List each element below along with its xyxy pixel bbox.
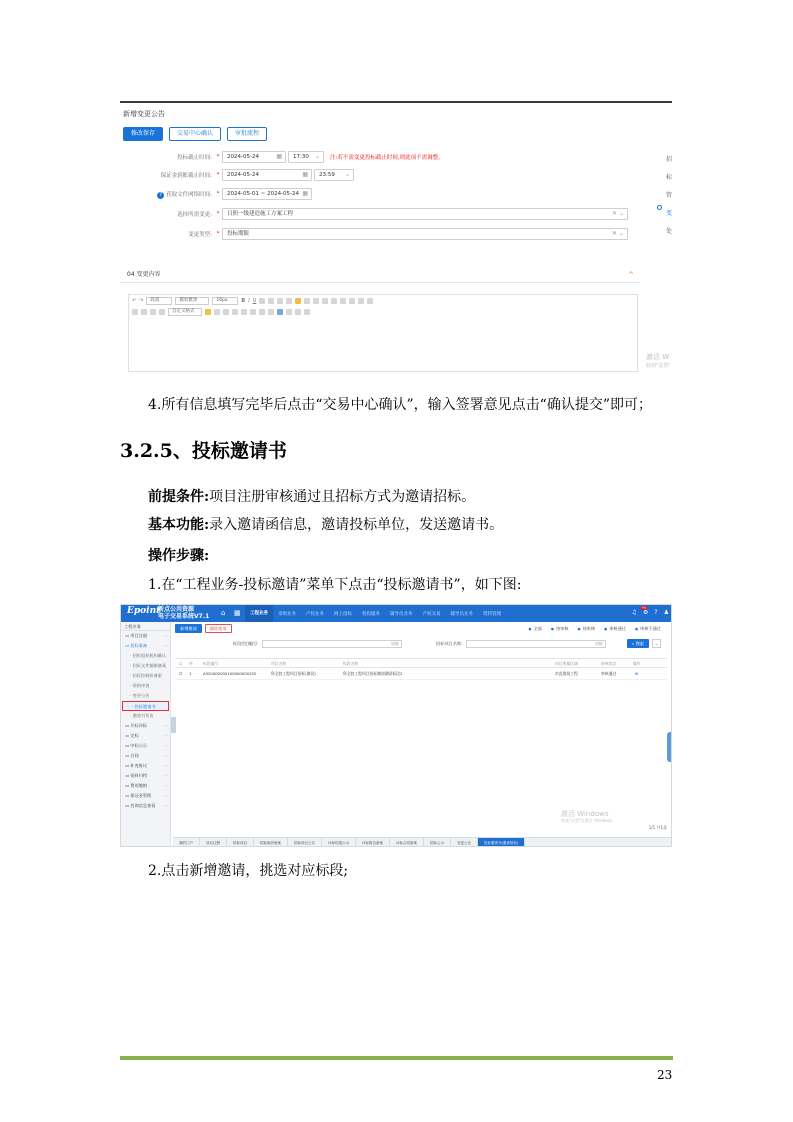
sidebar-item-label: 资料归档 — [130, 773, 148, 778]
nav-item[interactable]: 采购业务 — [278, 611, 296, 617]
add-invitation-button[interactable]: 新增邀请 — [175, 624, 202, 633]
align-center-icon[interactable] — [304, 298, 310, 304]
chevron-right-icon: › — [165, 743, 167, 748]
chevron-down-icon: ⌄ — [314, 153, 320, 160]
sidebar-item[interactable] — [121, 801, 170, 811]
sidebar-item[interactable] — [121, 761, 170, 771]
format-icon[interactable] — [277, 298, 283, 304]
nav-item[interactable]: 工程业务 — [245, 605, 273, 622]
chevron-right-icon: › — [165, 783, 167, 788]
bold-icon[interactable]: B — [241, 297, 246, 304]
folder-icon: ▭ — [125, 803, 131, 808]
modify-save-button[interactable]: 修改保存 — [123, 127, 163, 141]
question-icon[interactable]: ? — [157, 192, 164, 199]
date-icon[interactable] — [259, 309, 265, 315]
col-header[interactable]: 项目名称 — [271, 661, 287, 666]
center-confirm-button[interactable]: 交易中心确认 — [169, 127, 221, 141]
outdent-icon[interactable] — [214, 309, 220, 315]
folder-icon: ▭ — [125, 763, 131, 768]
sidebar-item-label: 定标 — [130, 733, 139, 738]
row-checkbox[interactable]: ☐ — [179, 671, 183, 676]
home-icon[interactable]: ⌂ — [221, 609, 226, 617]
sidebar-item-label: 中标公示 — [130, 743, 148, 748]
section-heading: 3.2.5、投标邀请书 — [120, 440, 287, 462]
field-label: 变更类型: — [188, 232, 212, 238]
bottom-tab[interactable]: 招标公示 — [424, 838, 451, 847]
status-filter-radios — [528, 626, 661, 632]
project-name-input[interactable]: 请输 — [466, 640, 606, 648]
row-action-icon[interactable]: ⊞ — [635, 671, 639, 676]
pagination[interactable]: 1/1 共1条 — [648, 825, 667, 830]
anchor-item[interactable]: 管 — [666, 192, 672, 199]
nav-item[interactable]: 辅导员业务 — [390, 611, 413, 617]
prereq-text: 项目注册审核通过且招标方式为邀请招标。 — [209, 489, 476, 505]
folder-icon: ▭ — [125, 793, 131, 798]
calendar-icon: ▦ — [276, 153, 282, 160]
sidebar-item[interactable] — [121, 731, 170, 741]
sidebar-item-label: 资格审查 — [132, 683, 150, 688]
line-height-select[interactable]: 自定义格式 — [168, 308, 202, 316]
bell-icon[interactable]: ♫ — [631, 609, 638, 616]
anchor-item[interactable]: 招 — [666, 156, 672, 163]
sidebar-item-label: 补充协议 — [130, 763, 148, 768]
unlink-icon[interactable] — [340, 298, 346, 304]
bullet-icon: · — [130, 673, 133, 678]
table-row[interactable] — [175, 669, 667, 680]
sidebar-item[interactable] — [121, 671, 170, 681]
approval-flow-button[interactable]: 审批流程 — [227, 127, 267, 141]
notification-badge: 99 — [641, 606, 646, 610]
change-select[interactable]: 日照一级建造施工方案工程 ✕ ⌄ — [222, 208, 628, 220]
activation-watermark: 激活 W 转到"设置" — [646, 353, 671, 369]
nav-item[interactable]: 网上招标 — [334, 611, 352, 617]
font-color-icon[interactable] — [150, 309, 156, 315]
row-area: 市直建筑工程 — [555, 671, 578, 676]
select-all-checkbox[interactable]: ☐ — [179, 661, 183, 666]
bottom-tab[interactable]: 项目注册 — [200, 838, 227, 847]
side-anchor-nav — [666, 151, 672, 241]
folder-icon: ▭ — [125, 633, 131, 638]
deposit-time-input[interactable]: 23:59 ⌄ — [314, 169, 354, 181]
filter-radio[interactable]: ● 全部 — [528, 626, 541, 632]
chevron-right-icon: › — [165, 763, 167, 768]
folder-icon: ▭ — [125, 753, 131, 758]
form-button-row — [123, 127, 267, 141]
form-title: 新增变更公告 — [123, 110, 165, 118]
bullet-icon: · — [130, 683, 133, 688]
row-code: A320000000100000000252 — [203, 671, 257, 676]
folder-icon: ▭ — [125, 773, 131, 778]
sidebar-item-label: 邀请书发布 — [132, 713, 154, 718]
anchor-item[interactable]: 标 — [666, 174, 672, 181]
page-number: 23 — [657, 1068, 673, 1082]
sidebar-item[interactable] — [121, 781, 170, 791]
grid-menu-icon[interactable]: ▦ — [234, 609, 241, 617]
sidebar-item-label: 招标控制价备案 — [132, 673, 162, 678]
main-nav — [245, 605, 506, 622]
col-header[interactable]: 审核状态 — [601, 661, 617, 666]
bullet-icon: · — [130, 713, 133, 718]
search-bid-code — [233, 640, 402, 648]
required-mark: * — [216, 172, 220, 178]
nav-item[interactable]: 机构服务 — [362, 611, 380, 617]
field-label: ? 获取文件网络时间: — [120, 190, 214, 199]
sidebar-item-label: 开标评标 — [130, 723, 148, 728]
required-mark: * — [216, 154, 220, 160]
clear-chevron-icon: ✕ ⌄ — [612, 210, 624, 217]
paragraph-step4: 4.所有信息填写完毕后点击“交易中心确认”，输入签署意见点击“确认提交”即可； — [148, 397, 652, 413]
sidebar-item-label: 费用缴纳 — [130, 783, 148, 788]
size-select[interactable]: 16px — [212, 297, 238, 305]
bid-deadline-time-input[interactable]: 17:30 ⌄ — [288, 151, 324, 163]
expand-search-icon[interactable]: ⌄ — [652, 639, 661, 648]
italic-icon[interactable]: I — [248, 297, 250, 304]
filter-radio[interactable]: ● 审核不通过 — [635, 626, 661, 632]
chevron-right-icon: › — [165, 733, 167, 738]
sidebar-item[interactable] — [121, 661, 170, 671]
screenshot-change-notice-form — [120, 101, 672, 373]
function-label: 基本功能: — [148, 517, 210, 533]
block-icon[interactable] — [223, 309, 229, 315]
anchor-item[interactable]: 处 — [666, 228, 672, 235]
chevron-right-icon: › — [165, 633, 167, 638]
chevron-right-icon: › — [165, 723, 167, 728]
field-label: 保证金到账截止时间: — [160, 173, 212, 179]
sidebar-item[interactable] — [121, 691, 170, 701]
bullet-icon: · — [130, 663, 133, 668]
bottom-tab[interactable]: 评标合同备案 — [390, 838, 424, 847]
bullet-icon: · — [130, 693, 133, 698]
deadline-warning: 注:若不需变更投标截止时间,则此项不需调整。 — [330, 155, 444, 161]
left-sidebar — [121, 622, 171, 847]
chevron-right-icon: › — [165, 643, 167, 648]
map-icon[interactable] — [277, 309, 283, 315]
row-bid: 科全院工程项目投标邀请测试标段2 — [343, 671, 403, 676]
clear-format-icon[interactable] — [141, 309, 147, 315]
required-mark: * — [216, 211, 220, 217]
user-icon[interactable]: ♟ — [663, 609, 669, 616]
align-justify-icon[interactable] — [322, 298, 328, 304]
col-header: 操作 — [633, 661, 641, 666]
file-time-range-input[interactable]: 2024-05-01 ~ 2024-05-24 ▦ — [222, 188, 312, 200]
time-icon[interactable] — [250, 309, 256, 315]
folder-icon: ▭ — [125, 643, 131, 648]
sidebar-item[interactable] — [121, 651, 170, 661]
image-icon[interactable] — [349, 298, 355, 304]
steps-label: 操作步骤: — [148, 548, 210, 564]
bid-deadline-row — [120, 150, 444, 164]
sidebar-head: 工程业务 — [121, 622, 170, 631]
undo-icon[interactable]: ↶ — [132, 297, 137, 304]
sidebar-item-label: 保证金管理 — [130, 793, 152, 798]
sidebar-item[interactable] — [121, 771, 170, 781]
field-label: 投标截止时间: — [177, 155, 212, 161]
rich-text-editor[interactable] — [128, 294, 638, 372]
sidebar-item[interactable] — [121, 751, 170, 761]
sidebar-item-label: 项目注册 — [130, 633, 148, 638]
sidebar-item-label: 招标文件编制备案 — [132, 663, 167, 668]
search-button[interactable]: ⌕ 搜索 — [627, 639, 649, 648]
sidebar-item-label: 投标邀请书 — [134, 704, 156, 709]
preview-icon[interactable] — [295, 309, 301, 315]
prereq-label: 前提条件: — [148, 489, 210, 505]
print-icon[interactable] — [286, 309, 292, 315]
sidebar-item[interactable] — [121, 631, 170, 641]
function-text: 录入邀请函信息，邀请投标单位，发送邀请书。 — [209, 517, 504, 533]
bottom-tab[interactable]: 我的门户 — [173, 838, 200, 847]
sidebar-item[interactable] — [121, 741, 170, 751]
sidebar-item-label: 合同 — [130, 753, 139, 758]
hr-icon[interactable] — [232, 309, 238, 315]
row-status: 审核通过 — [601, 671, 617, 676]
folder-icon: ▭ — [125, 723, 131, 728]
sidebar-item[interactable] — [121, 641, 170, 651]
chevron-down-icon: ⌄ — [344, 171, 350, 178]
bottom-tab-bar — [173, 837, 672, 847]
action-buttons — [175, 624, 232, 633]
col-header[interactable]: 标段名称 — [343, 661, 359, 666]
search-project-name — [436, 640, 606, 648]
select-change-row — [120, 207, 628, 221]
sidebar-item[interactable] — [121, 791, 170, 801]
bottom-tab[interactable]: 评标报告备案 — [356, 838, 390, 847]
floating-side-tab[interactable] — [667, 732, 672, 762]
file-time-row — [120, 187, 312, 201]
bottom-tab[interactable]: 招标项目公告 — [288, 838, 322, 847]
align-right-icon[interactable] — [313, 298, 319, 304]
sidebar-item[interactable] — [121, 711, 170, 721]
editor-toolbar-row2 — [129, 306, 637, 317]
deposit-date-input[interactable]: 2024-05-24 ▦ — [222, 169, 312, 181]
sidebar-item-label: 变更公告 — [132, 693, 150, 698]
indent-icon[interactable] — [205, 309, 211, 315]
table-header — [175, 658, 667, 668]
gear-icon[interactable]: ⚙ — [643, 609, 649, 616]
required-mark: * — [216, 231, 220, 237]
sidebar-item-label: 招标准备 — [130, 643, 148, 648]
clear-chevron-icon: ✕ ⌄ — [612, 230, 624, 237]
bg-color-icon[interactable] — [159, 309, 165, 315]
sidebar-item-label: 咨询信息查看 — [130, 803, 156, 808]
search-label: 招标项目名称: — [436, 641, 463, 646]
folder-icon: ▭ — [125, 733, 131, 738]
bottom-tab[interactable]: 招标项目 — [227, 838, 254, 847]
chevron-right-icon: › — [165, 753, 167, 758]
format-icon[interactable] — [268, 298, 274, 304]
system-title: 新点公共资源 电子交易系统V7.1 — [158, 606, 210, 620]
bottom-tab[interactable]: 变更公告 — [451, 838, 478, 847]
bullet-icon: · — [132, 704, 135, 709]
change-type-row — [120, 227, 628, 241]
search-icon[interactable] — [304, 309, 310, 315]
paragraph-step2: 2.点击新增邀请，挑选对应标段; — [148, 863, 349, 879]
delete-invitation-button[interactable]: 删除邀请 — [205, 624, 232, 633]
epoint-logo: Epoint — [127, 606, 161, 616]
format-icon[interactable] — [286, 298, 292, 304]
search-icon: ⌕ — [631, 641, 635, 646]
paragraph-select[interactable]: 段落 — [146, 297, 172, 305]
change-type-select[interactable]: 投标期限 ✕ ⌄ — [222, 228, 628, 240]
filter-radio[interactable]: ● 审核通过 — [604, 626, 626, 632]
chevron-right-icon: › — [165, 793, 167, 798]
required-mark: * — [216, 191, 220, 197]
align-left-icon[interactable] — [295, 298, 301, 304]
field-label: 选择所需变更: — [177, 212, 212, 218]
filter-radio[interactable]: ● 待审核 — [551, 626, 569, 632]
col-header[interactable]: 项目所属区域 — [555, 661, 578, 666]
deposit-deadline-row — [120, 168, 354, 182]
anchor-item[interactable]: 变 — [666, 210, 672, 217]
folder-icon: ▭ — [125, 783, 131, 788]
bullet-icon: · — [130, 653, 133, 658]
chevron-up-icon[interactable]: ^ — [628, 271, 634, 279]
sidebar-item[interactable] — [121, 681, 170, 691]
redo-icon[interactable]: ↷ — [139, 297, 144, 304]
underline-icon[interactable]: U — [252, 297, 257, 304]
link-icon[interactable] — [331, 298, 337, 304]
footer-rule — [120, 1056, 673, 1060]
sidebar-list — [121, 631, 170, 811]
bottom-tab[interactable]: 招标组织备案 — [254, 838, 288, 847]
anchor-dot-icon — [657, 205, 662, 210]
sidebar-item[interactable] — [122, 701, 169, 711]
col-header: 序 — [189, 661, 193, 666]
font-select[interactable]: 微软雅黑 — [175, 297, 209, 305]
calendar-icon: ▦ — [302, 171, 308, 178]
format-icon[interactable] — [259, 298, 265, 304]
bottom-tab[interactable]: 评标结果公示 — [322, 838, 356, 847]
row-number: 1 — [189, 671, 192, 676]
windows-watermark: 激活 Windows 转到"设置"以激活 Windows — [561, 810, 612, 823]
nav-item[interactable]: 资料管理 — [483, 611, 501, 617]
col-header[interactable]: 标段编号 — [203, 661, 219, 666]
nav-item[interactable]: 产权交易 — [422, 611, 441, 617]
special-char-icon[interactable] — [268, 309, 274, 315]
chevron-right-icon: › — [165, 773, 167, 778]
emoji-icon[interactable] — [367, 298, 373, 304]
paragraph-step1: 1.在“工程业务-投标邀请”菜单下点击“投标邀请书”，如下图: — [148, 577, 522, 593]
row-project: 科全院工程项目招标(测试) — [271, 671, 316, 676]
folder-icon: ▭ — [125, 743, 131, 748]
nav-item[interactable]: 辅导员业务 — [450, 611, 473, 617]
chevron-right-icon: › — [165, 803, 167, 808]
sidebar-item[interactable] — [121, 721, 170, 731]
editor-toolbar-row1 — [129, 295, 637, 306]
top-divider — [120, 101, 672, 103]
help-icon[interactable]: ? — [654, 609, 658, 616]
table-icon[interactable] — [358, 298, 364, 304]
screenshot-system-invitation — [120, 604, 672, 847]
nav-item[interactable]: 产权业务 — [306, 611, 324, 617]
calendar-icon: ▦ — [302, 190, 308, 197]
top-navbar — [121, 605, 672, 622]
bottom-tab-active[interactable]: 投标邀请书(邀请招标) — [478, 838, 525, 847]
prereq-paragraph — [148, 486, 475, 506]
sidebar-item-label: 招标组织机构确认 — [132, 653, 167, 658]
top-right-icons — [632, 609, 669, 616]
search-label: 标段(包)编号: — [233, 641, 259, 646]
section-header-change-content[interactable]: 04 变更内容 ^ — [120, 269, 640, 283]
function-paragraph — [148, 514, 503, 534]
filter-radio[interactable]: ● 待审核 — [578, 626, 596, 632]
bid-deadline-date-input[interactable]: 2024-05-24 ▦ — [222, 151, 286, 163]
format-painter-icon[interactable] — [132, 309, 138, 315]
bid-code-input[interactable]: 请输 — [262, 640, 402, 648]
anchor-icon[interactable] — [241, 309, 247, 315]
